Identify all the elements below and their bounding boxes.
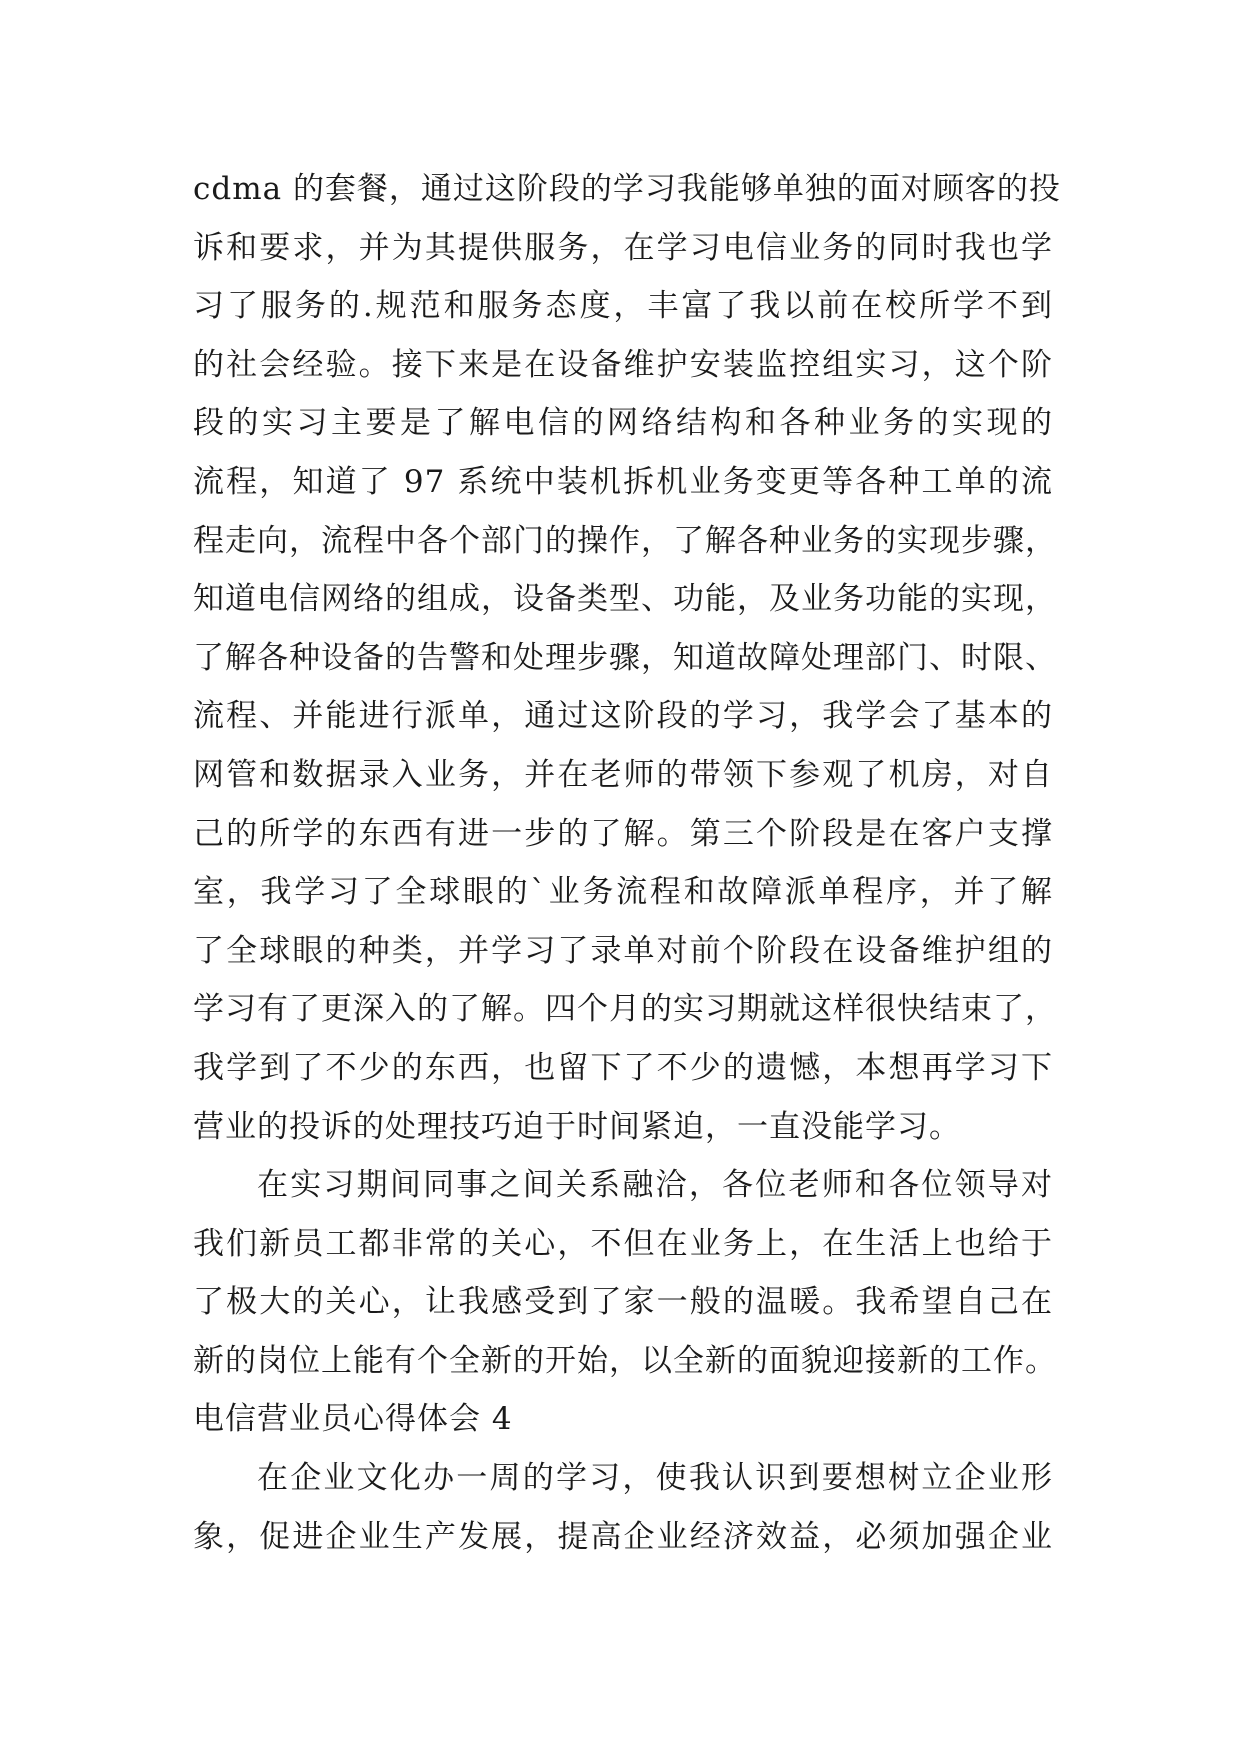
text-line: 营业的投诉的处理技巧迫于时间紧迫，一直没能学习。 bbox=[193, 1108, 961, 1145]
paragraph-colleagues bbox=[193, 1156, 1057, 1390]
text-line: 在实习期间同事之间关系融洽，各位老师和各位领导对 bbox=[257, 1167, 1053, 1204]
text-line: 学习有了更深入的了解。四个月的实习期就这样很快结束了， bbox=[193, 991, 1057, 1028]
text-line: 网管和数据录入业务，并在老师的带领下参观了机房，对自 bbox=[193, 756, 1053, 793]
text-line: 室，我学习了全球眼的`业务流程和故障派单程序，并了解 bbox=[193, 874, 1053, 911]
text-line: 我们新员工都非常的关心，不但在业务上，在生活上也给于 bbox=[193, 1225, 1053, 1262]
text-line: 知道电信网络的组成，设备类型、功能，及业务功能的实现， bbox=[193, 581, 1057, 618]
text-line: 流程，知道了 97 系统中装机拆机业务变更等各种工单的流 bbox=[193, 463, 1053, 500]
text-line: 己的所学的东西有进一步的了解。第三个阶段是在客户支撑 bbox=[193, 815, 1053, 852]
paragraph-internship-stages bbox=[193, 160, 1061, 1156]
section-heading: 电信营业员心得体会 4 bbox=[193, 1401, 513, 1438]
text-line: cdma 的套餐，通过这阶段的学习我能够单独的面对顾客的投 bbox=[193, 171, 1061, 207]
text-line: 诉和要求，并为其提供服务，在学习电信业务的同时我也学 bbox=[193, 229, 1053, 266]
text-line: 新的岗位上能有个全新的开始，以全新的面貌迎接新的工作。 bbox=[193, 1342, 1057, 1379]
text-line: 在企业文化办一周的学习，使我认识到要想树立企业形 bbox=[257, 1460, 1053, 1497]
text-line: 流程、并能进行派单，通过这阶段的学习，我学会了基本的 bbox=[193, 698, 1053, 735]
text-line: 象，促进企业生产发展，提高企业经济效益，必须加强企业 bbox=[193, 1518, 1053, 1555]
text-line: 的社会经验。接下来是在设备维护安装监控组实习，这个阶 bbox=[193, 346, 1053, 383]
text-line: 我学到了不少的东西，也留下了不少的遗憾，本想再学习下 bbox=[193, 1049, 1053, 1086]
document-body bbox=[193, 160, 1061, 1566]
paragraph-corporate-culture bbox=[193, 1449, 1053, 1566]
text-line: 了极大的关心，让我感受到了家一般的温暖。我希望自己在 bbox=[193, 1284, 1053, 1321]
text-line: 习了服务的.规范和服务态度，丰富了我以前在校所学不到 bbox=[193, 288, 1053, 325]
text-line: 段的实习主要是了解电信的网络结构和各种业务的实现的 bbox=[193, 405, 1053, 442]
text-line: 程走向，流程中各个部门的操作，了解各种业务的实现步骤， bbox=[193, 522, 1057, 559]
text-line: 了全球眼的种类，并学习了录单对前个阶段在设备维护组的 bbox=[193, 932, 1053, 969]
text-line: 了解各种设备的告警和处理步骤，知道故障处理部门、时限、 bbox=[193, 639, 1057, 676]
